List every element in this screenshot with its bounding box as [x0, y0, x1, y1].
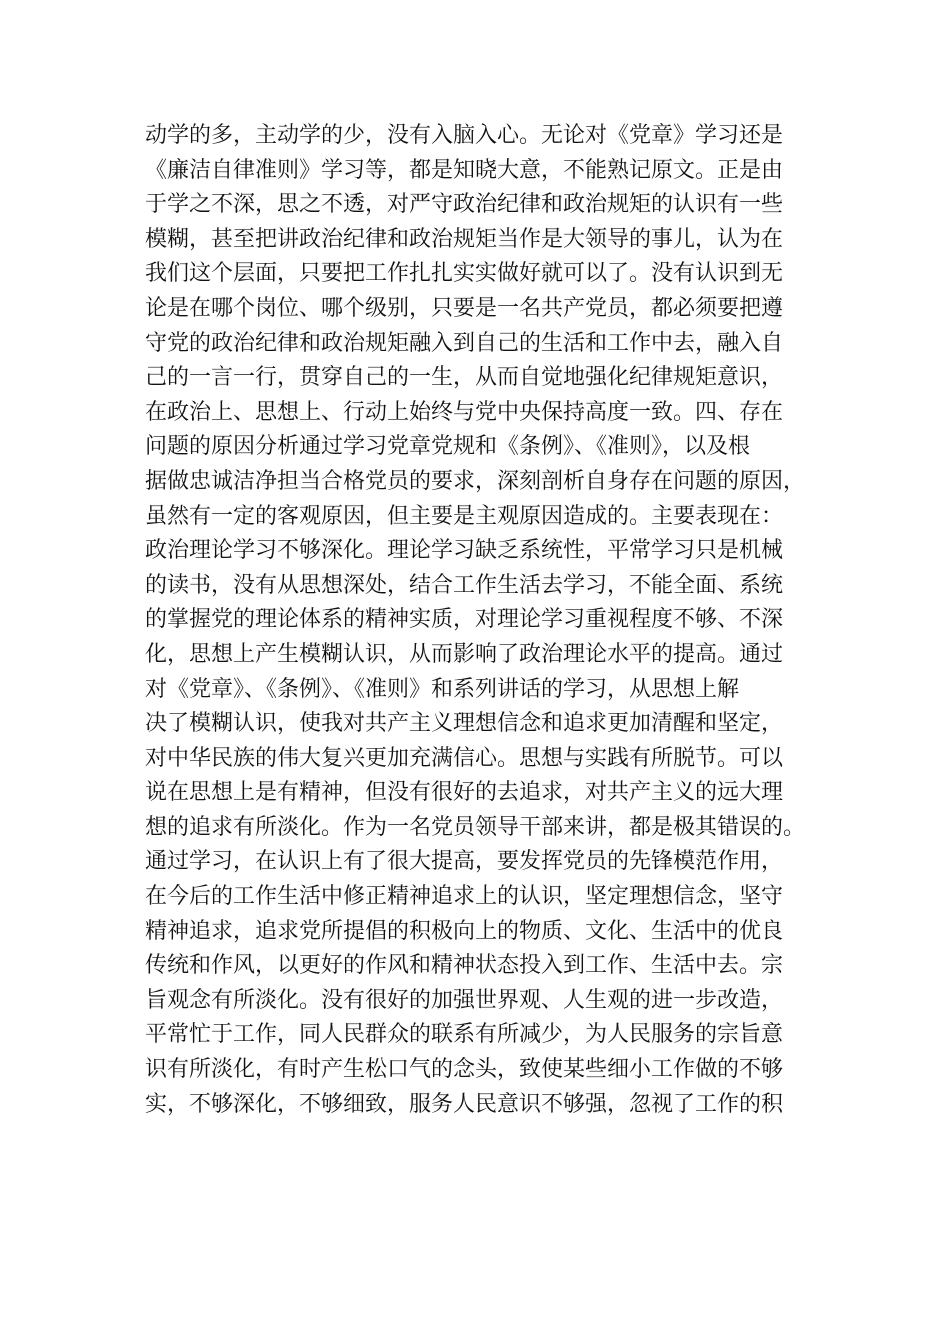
- text-line: 己的一言一行，贯穿自己的一生，从而自觉地强化纪律规矩意识，: [145, 365, 784, 391]
- text-line: 动学的多，主动学的少，没有入脑入心。无论对《党章》学习还是: [145, 123, 784, 148]
- text-line: 说在思想上是有精神，但没有很好的去追求，对共产主义的远大理: [145, 780, 784, 806]
- text-line: 我们这个层面，只要把工作扎扎实实做好就可以了。没有认识到无: [145, 261, 784, 287]
- text-line: 据做忠诚洁净担当合格党员的要求，深刻剖析自身存在问题的原因，: [145, 468, 806, 494]
- body-text: [145, 119, 835, 1122]
- text-line: 《廉洁自律准则》学习等，都是知晓大意，不能熟记原文。正是由: [145, 157, 784, 183]
- text-line: 通过学习，在认识上有了很大提高，要发挥党员的先锋模范作用，: [145, 849, 784, 875]
- text-line: 决了模糊认识，使我对共产主义理想信念和追求更加清醒和坚定，: [145, 711, 784, 737]
- text-line: 化，思想上产生模糊认识，从而影响了政治理论水平的提高。通过: [145, 641, 784, 667]
- text-line: 论是在哪个岗位、哪个级别，只要是一名共产党员，都必须要把遵: [145, 295, 784, 321]
- text-line: 的读书，没有从思想深处，结合工作生活去学习，不能全面、系统: [145, 572, 784, 598]
- text-line: 虽然有一定的客观原因，但主要是主观原因造成的。主要表现在：: [145, 503, 784, 529]
- text-line: 传统和作风，以更好的作风和精神状态投入到工作、生活中去。宗: [145, 953, 784, 979]
- text-line: 在今后的工作生活中修正精神追求上的认识，坚定理想信念，坚守: [145, 884, 784, 910]
- text-line: 问题的原因分析通过学习党章党规和《条例》、《准则》，以及根: [145, 434, 751, 460]
- text-line: 政治理论学习不够深化。理论学习缺乏系统性，平常学习只是机械: [145, 538, 784, 564]
- text-line: 实，不够深化，不够细致，服务人民意识不够强，忽视了工作的积: [145, 1091, 784, 1117]
- text-line: 精神追求，追求党所提倡的积极向上的物质、文化、生活中的优良: [145, 918, 784, 944]
- text-line: 旨观念有所淡化。没有很好的加强世界观、人生观的进一步改造，: [145, 987, 784, 1013]
- text-line: 对《党章》、《条例》、《准则》和系列讲话的学习，从思想上解: [145, 676, 740, 702]
- text-line: 识有所淡化，有时产生松口气的念头，致使某些细小工作做的不够: [145, 1057, 784, 1083]
- text-line: 想的追求有所淡化。作为一名党员领导干部来讲，都是极其错误的。: [145, 814, 806, 840]
- text-line: 模糊，甚至把讲政治纪律和政治规矩当作是大领导的事儿，认为在: [145, 226, 784, 252]
- text-line: 于学之不深，思之不透，对严守政治纪律和政治规矩的认识有一些: [145, 192, 784, 218]
- text-line: 守党的政治纪律和政治规矩融入到自己的生活和工作中去，融入自: [145, 330, 784, 356]
- text-line: 的掌握党的理论体系的精神实质，对理论学习重视程度不够、不深: [145, 607, 784, 633]
- text-line: 在政治上、思想上、行动上始终与党中央保持高度一致。四、存在: [145, 399, 784, 425]
- text-line: 对中华民族的伟大复兴更加充满信心。思想与实践有所脱节。可以: [145, 745, 784, 771]
- text-line: 平常忙于工作，同人民群众的联系有所减少，为人民服务的宗旨意: [145, 1022, 784, 1048]
